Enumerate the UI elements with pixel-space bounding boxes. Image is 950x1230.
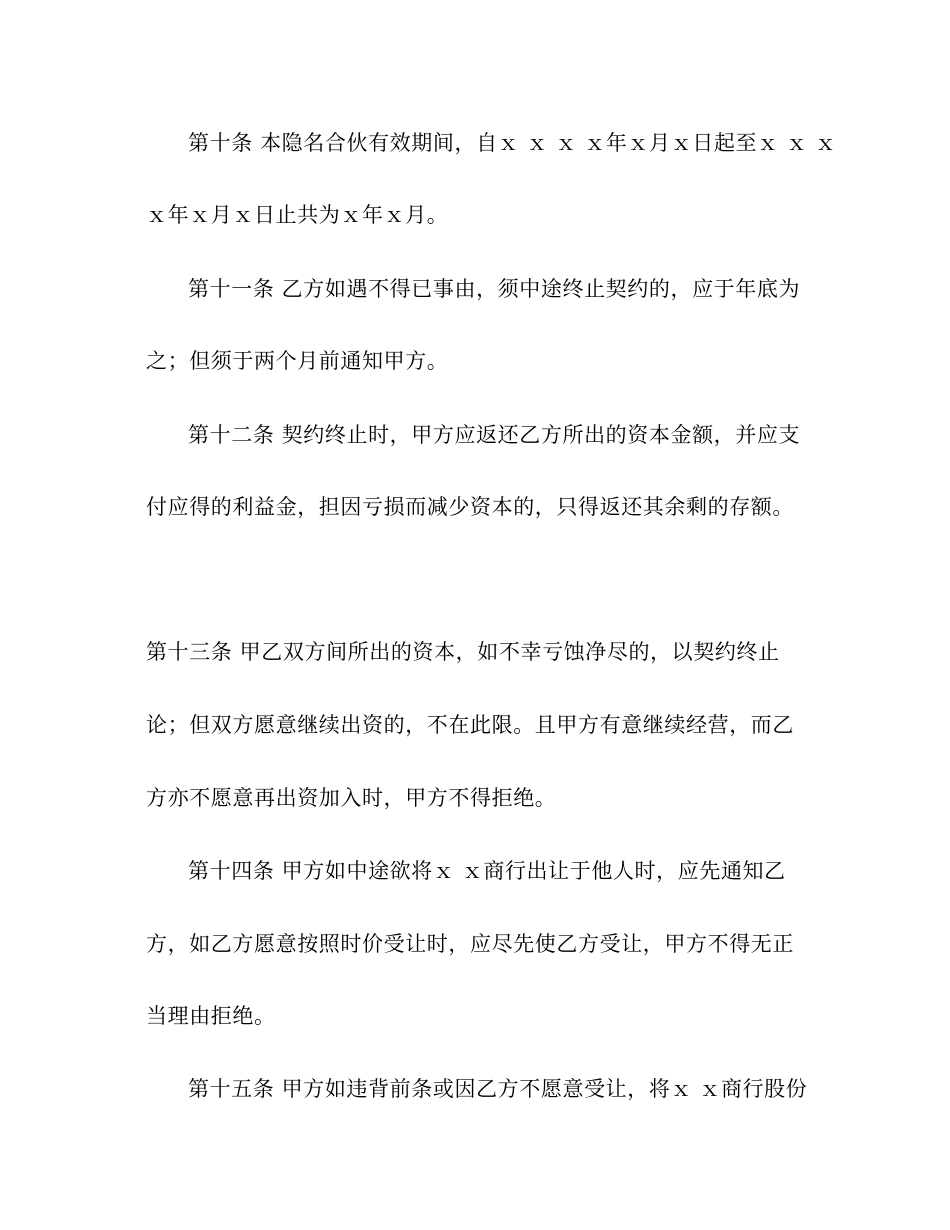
- article-12-line-1: 第十二条 契约终止时，甲方应返还乙方所出的资本金额，并应支: [188, 423, 801, 447]
- article-10-line-1: 第十条 本隐名合伙有效期间，自ｘ ｘ ｘ ｘ年ｘ月ｘ日起至ｘ ｘ ｘ: [188, 131, 837, 155]
- article-13-line-2: 论；但双方愿意继续出资的，不在此限。且甲方有意继续经营，而乙: [146, 713, 794, 737]
- article-11-line-2: 之；但须于两个月前通知甲方。: [146, 349, 449, 373]
- article-11-line-1: 第十一条 乙方如遇不得已事由，须中途终止契约的，应于年底为: [188, 277, 801, 301]
- article-12-line-2: 付应得的利益金，担因亏损而减少资本的，只得返还其余剩的存额。: [146, 495, 794, 519]
- article-13-line-3: 方亦不愿意再出资加入时，甲方不得拒绝。: [146, 786, 557, 810]
- article-10-line-2: ｘ年ｘ月ｘ日止共为ｘ年ｘ月。: [146, 203, 449, 227]
- article-14-line-2: 方，如乙方愿意按照时价受让时，应尽先使乙方受让，甲方不得无正: [146, 932, 794, 956]
- article-14-line-3: 当理由拒绝。: [146, 1004, 276, 1028]
- article-13-line-1: 第十三条 甲乙双方间所出的资本，如不幸亏蚀净尽的，以契约终止: [146, 640, 780, 664]
- article-14-line-1: 第十四条 甲方如中途欲将ｘ ｘ商行出让于他人时，应先通知乙: [188, 859, 786, 883]
- article-15-line-1: 第十五条 甲方如违背前条或因乙方不愿意受让，将ｘ ｘ商行股份: [188, 1077, 808, 1101]
